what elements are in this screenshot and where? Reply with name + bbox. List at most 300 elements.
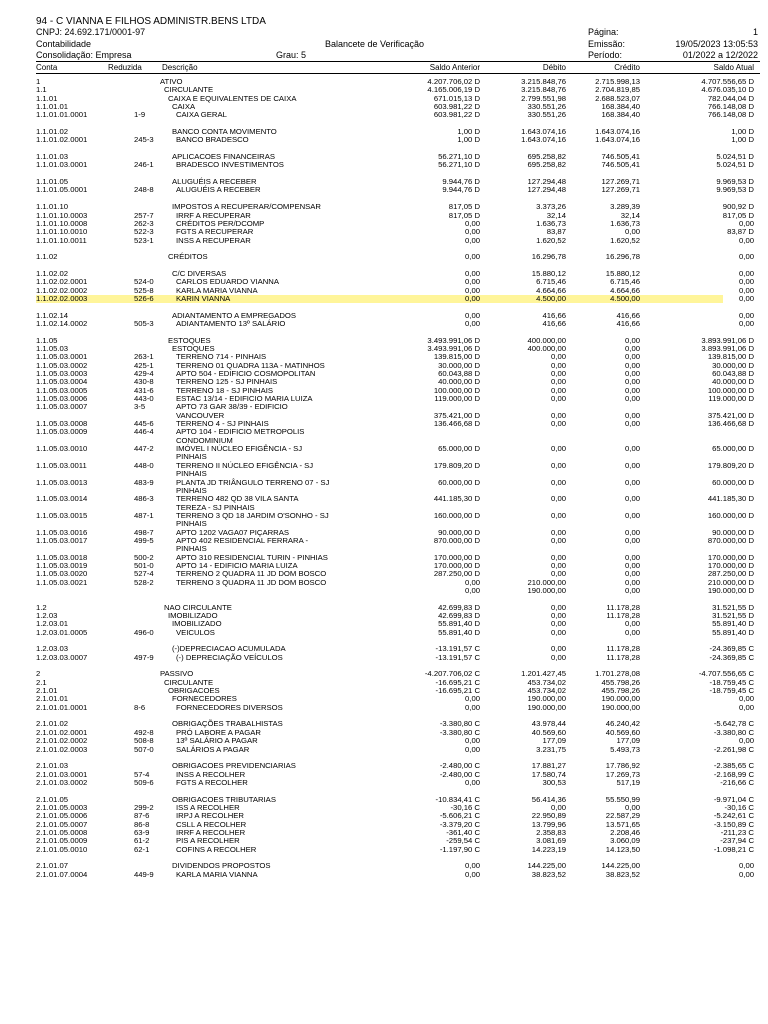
debit-value: 0,00 [551,360,566,370]
table-row [0,370,768,378]
credit-value: 2.704.819,85 [595,85,640,95]
debit-value: 0,00 [551,419,566,429]
table-row [0,796,768,804]
debit-value: 14.223,19 [531,844,566,854]
previous-balance: 3.493.991,06 D [427,335,480,345]
current-balance: 160.000,00 D [707,510,754,520]
reduced-code: 483-9 [134,477,154,487]
emission-label: Emissão: [588,39,626,49]
credit-value: 17.786,92 [605,761,640,771]
previous-balance: 0,00 [465,869,480,879]
table-row [0,253,768,261]
table-row [0,470,768,478]
current-balance: -9.971,04 C [713,794,754,804]
account-description: CAIXA GERAL [176,110,227,120]
table-row [0,720,768,728]
row-spacer [0,328,768,336]
account-description: OBRIGAÇÕES TRABALHISTAS [172,719,283,729]
account-description: APTO 402 RESIDENCIAL FERRARA - [176,535,309,545]
account-code: 1.1.01.05.0001 [36,185,88,195]
account-description: IMOBILIZADO [168,611,218,620]
credit-value: 11.178,28 [606,652,640,662]
credit-value: 416,66 [616,318,640,328]
account-code: 2.1.01.07 [36,861,69,871]
previous-balance: 65.000,00 D [438,444,480,454]
current-balance: -5.642,78 C [713,719,754,729]
credit-value: 0,00 [625,494,640,504]
reduced-code: 431-6 [134,385,154,395]
credit-value: 4.500,00 [610,293,640,303]
previous-balance: 90.000,00 D [438,527,480,537]
current-balance: 3.893.991,06 D [701,344,754,353]
table-row [0,654,768,662]
previous-balance: 100.000,00 D [433,385,480,395]
debit-value: 2.799.551,98 [521,93,566,103]
account-description: CARLOS EDUARDO VIANNA [176,277,279,287]
account-description: IRPJ A RECOLHER [176,811,244,821]
reduced-code: 509-6 [134,777,154,787]
account-description: FORNECEDORES [172,694,237,704]
current-balance: 100.000,00 D [707,385,754,395]
account-code: 1.1.02.02.0002 [36,285,88,295]
debit-value: 3.081,69 [536,836,566,846]
table-row [0,136,768,144]
previous-balance: 0,00 [465,577,480,587]
current-balance: 0,00 [739,869,754,879]
account-code: 1.1.05.03.0021 [36,577,88,587]
account-code: 2.1.01.02.0002 [36,736,88,746]
page-number: 1 [752,27,758,37]
debit-value: 695.258,82 [527,152,566,162]
credit-value: 2.715.998,13 [595,77,640,86]
credit-value: 1.620,52 [610,235,640,245]
reduced-code: 429-4 [134,369,154,379]
account-description: CIRCULANTE [164,677,214,687]
account-code: 1.1.05.03.0007 [36,402,88,412]
debit-value: 127.294,48 [527,177,566,187]
credit-value: 455.798,26 [601,686,640,696]
account-description: DIVIDENDOS PROPOSTOS [172,861,271,871]
credit-value: 746.505,41 [601,152,640,162]
previous-balance: 42.699,83 D [438,602,480,612]
table-row [0,403,768,411]
credit-value: 13.571,65 [605,819,640,829]
account-description: BANCO BRADESCO [176,135,249,145]
account-description: TERRENO 18 - SJ PINHAIS [176,385,273,395]
reduced-code: 87-6 [134,811,150,821]
current-balance: -2.385,65 C [713,761,754,771]
debit-value: 190.000,00 [527,702,566,712]
credit-value: 32,14 [620,210,640,220]
current-balance: 119.000,00 D [708,394,754,404]
previous-balance: 0,00 [465,861,480,871]
debit-value: 0,00 [551,802,566,812]
current-balance: -24.369,85 C [709,644,754,654]
current-balance: 0,00 [739,268,754,278]
debit-value: 0,00 [551,385,566,395]
account-code: 1.2 [36,602,47,612]
table-row [0,212,768,220]
table-row [0,95,768,103]
previous-balance: 0,00 [465,235,480,245]
account-description: TEREZA - SJ PINHAIS [176,502,255,512]
reduced-code: 448-0 [134,460,154,470]
account-code: 1.1.02 [36,252,58,262]
previous-balance: -13.191,57 C [435,644,480,654]
table-row [0,78,768,86]
account-description: PINHAIS [176,519,207,529]
reduced-code: 496-0 [134,627,154,637]
page-label: Página: [588,27,619,37]
account-code: 2.1.01.03.0001 [36,769,88,779]
debit-value: 0,00 [551,352,566,362]
table-row [0,111,768,119]
account-description: TERRENO 4 - SJ PINHAIS [176,419,269,429]
current-balance: 870.000,00 D [707,535,754,545]
debit-value: 0,00 [551,460,566,470]
debit-value: 400.000,00 [527,335,566,345]
current-balance: 4.676.035,10 D [701,85,754,95]
account-description: INSS A RECOLHER [176,769,246,779]
account-description: APTO 310 RESIDENCIAL TURIN - PINHIAS [176,552,328,562]
current-balance: 782.044,04 D [707,93,754,103]
account-code: 1.1.02.02.0001 [36,277,88,287]
debit-value: 0,00 [551,627,566,637]
account-code: 1.1.05.03.0019 [36,560,88,570]
table-row [0,804,768,812]
account-code: 1.1.05.03.0020 [36,569,88,579]
previous-balance: 170.000,00 D [433,552,480,562]
current-balance: -1.098,21 C [713,844,754,854]
account-description: IMOBILIZADO [172,619,222,629]
debit-value: 330.551,26 [527,110,566,120]
account-code: 2.1.01.03 [36,761,69,771]
previous-balance: 139.815,00 D [433,352,480,362]
col-saldo-anterior: Saldo Anterior [429,63,480,72]
current-balance: 30.000,00 D [712,360,754,370]
debit-value: 17.580,74 [531,769,566,779]
previous-balance: 179.809,20 D [433,460,480,470]
table-row [0,312,768,320]
current-balance: 0,00 [739,277,754,287]
table-row [0,295,768,303]
reduced-code: 3-5 [134,402,146,412]
col-conta: Conta [36,63,58,72]
table-row [0,362,768,370]
current-balance: 0,00 [739,318,754,328]
table-row [0,812,768,820]
account-code: 1.1.05.03 [36,344,69,353]
reduced-code: 248-8 [134,185,154,195]
account-description: APTO 104 - EDIFICIO METROPOLIS [176,427,305,437]
reduced-code: 527-4 [134,569,154,579]
credit-value: 6.715,46 [610,277,640,287]
previous-balance: 0,00 [465,277,480,287]
previous-balance: 1,00 D [457,135,480,145]
reduced-code: 501-0 [134,560,154,570]
previous-balance: 30.000,00 D [438,360,480,370]
previous-balance: 0,00 [465,777,480,787]
credit-value: 3.289,39 [610,202,640,212]
account-description: IMÓVEL I NÚCLEO EFIGÊNCIA - SJ [176,444,303,454]
previous-balance: 170.000,00 D [433,560,480,570]
row-spacer [0,170,768,178]
current-balance: 375.421,00 D [707,410,754,420]
reduced-code: 257-7 [134,210,154,220]
table-row [0,86,768,94]
current-balance: 4.707.556,65 D [701,77,754,86]
account-code: 1.1.05.03.0005 [36,385,88,395]
period-label: Período: [588,50,623,60]
account-code: 1.1.01 [36,93,58,103]
account-description: CIRCULANTE [164,85,214,95]
account-description: PLANTA JD TRIÂNGULO TERRENO 07 - SJ [176,477,330,487]
table-row [0,837,768,845]
debit-value: 13.799,96 [531,819,566,829]
account-code: 2.1.01.05.0003 [36,802,88,812]
account-description: APTO 73 GAR 38/39 - EDIFICIO [176,402,288,412]
row-spacer [0,145,768,153]
row-spacer [0,195,768,203]
debit-value: 83,87 [546,227,566,237]
table-row [0,428,768,436]
credit-value: 14.123,50 [605,844,640,854]
current-balance: -237,94 C [720,836,754,846]
account-description: CONDOMINIUM [176,435,233,445]
previous-balance: -259,54 C [446,836,480,846]
credit-value: 127.269,71 [601,177,640,187]
table-row [0,495,768,503]
account-description: ADIANTAMENTO A EMPREGADOS [172,310,297,320]
credit-value: 168.384,40 [601,102,640,112]
previous-balance: -16.695,21 C [435,686,480,696]
account-code: 1.1.05.03.0008 [36,419,88,429]
debit-value: 0,00 [551,394,566,404]
debit-value: 453.734,02 [527,686,566,696]
table-row [0,337,768,345]
account-code: 2.1.01.03.0002 [36,777,88,787]
current-balance: 170.000,00 D [707,560,754,570]
current-balance: 40.000,00 D [712,377,754,387]
credit-value: 17.269,73 [605,769,640,779]
credit-value: 0,00 [625,527,640,537]
debit-value: 210.000,00 [527,577,566,587]
account-code: 1.2.03.03.0007 [36,652,88,662]
previous-balance: 3.493.991,06 D [427,344,480,353]
current-balance: 287.250,00 D [707,569,754,579]
credit-value: 0,00 [625,535,640,545]
debit-value: 400.000,00 [527,344,566,353]
debit-value: 0,00 [551,552,566,562]
account-code: 1.1.02.14.0002 [36,318,88,328]
table-row [0,612,768,620]
account-code: 1.1.05.03.0018 [36,552,88,562]
debit-value: 416,66 [542,310,566,320]
previous-balance: 0,00 [465,285,480,295]
previous-balance: 0,00 [465,585,480,595]
account-code: 1.2.03 [36,611,58,620]
current-balance: -18.759,45 C [709,686,754,696]
row-spacer [0,662,768,670]
current-balance: 0,00 [739,736,754,746]
account-description: FGTS A RECUPERAR [176,227,254,237]
current-balance: -24.369,85 C [709,652,754,662]
reduced-code: 508-8 [134,736,154,746]
account-description: TERRENO 125 - SJ PINHAIS [176,377,278,387]
account-description: TERRENO 2 QUADRA 11 JD DOM BOSCO [176,569,327,579]
reduced-code: 447-2 [134,444,154,454]
debit-value: 0,00 [551,494,566,504]
reduced-code: 498-7 [134,527,154,537]
account-code: 1.1.02.02.0003 [36,293,88,303]
account-description: APTO 14 - EDIFICIO MARIA LUIZA [176,560,298,570]
account-description: ESTOQUES [168,335,211,345]
account-description: TERRENO II NÚCLEO EFIGÊNCIA - SJ [176,460,314,470]
account-description: ISS A RECOLHER [176,802,240,812]
account-description: ADIANTAMENTO 13º SALÁRIO [176,318,286,328]
account-code: 1.1.05.03.0011 [36,460,87,470]
account-code: 1.1.05.03.0003 [36,369,88,379]
consolidation-label: Consolidação: Empresa [36,50,132,60]
account-code: 1.1.01.05 [36,177,69,187]
table-row [0,487,768,495]
account-code: 1.1.01.10.0008 [36,218,88,228]
previous-balance: 40.000,00 D [438,377,480,387]
account-code: 2.1.01.02.0001 [36,727,88,737]
credit-value: 0,00 [625,227,640,237]
col-debito: Débito [542,63,566,72]
previous-balance: -2.480,00 C [439,761,480,771]
account-code: 2 [36,669,41,679]
previous-balance: 375.421,00 D [433,410,480,420]
account-code: 2.1.01.05 [36,794,69,804]
table-row [0,412,768,420]
module-name: Contabilidade [36,39,92,49]
previous-balance: 0,00 [465,293,480,303]
debit-value: 695.258,82 [527,160,566,170]
current-balance: 5.024,51 D [716,152,754,162]
reduced-code: 425-1 [134,360,154,370]
account-code: 1.1 [36,85,47,95]
credit-value: 5.493,73 [610,744,640,754]
debit-value: 1.643.074,16 [521,127,566,137]
previous-balance: -10.834,41 C [435,794,480,804]
debit-value: 56.414,36 [531,794,566,804]
account-description: (-) DEPRECIAÇÃO VEÍCULOS [176,652,283,662]
table-row [0,737,768,745]
reduced-code: 246-1 [134,160,154,170]
account-code: 1.1.01.02 [36,127,69,137]
row-spacer [0,854,768,862]
debit-value: 3.215.848,76 [521,77,566,86]
debit-value: 1.643.074,16 [521,135,566,145]
company-cnpj: CNPJ: 24.692.171/0001-97 [36,27,146,37]
account-description: APLICACOES FINANCEIRAS [172,152,275,162]
credit-value: 0,00 [625,585,640,595]
table-row [0,645,768,653]
account-description: NAO CIRCULANTE [164,602,232,612]
account-code: 1 [36,77,41,86]
account-code: 1.1.05.03.0014 [36,494,88,504]
account-code: 1.1.01.01.0001 [36,110,88,120]
debit-value: 3.373,26 [536,202,566,212]
current-balance: 5.024,51 D [716,160,754,170]
col-descricao: Descrição [162,63,198,72]
reduced-code: 525-8 [134,285,154,295]
credit-value: 40.569,60 [605,727,640,737]
account-code: 1.2.03.01.0005 [36,627,88,637]
debit-value: 0,00 [551,444,566,454]
credit-value: 0,00 [625,569,640,579]
reduced-code: 524-0 [134,277,154,287]
table-row [0,445,768,453]
reduced-code: 446-4 [134,427,154,437]
debit-value: 22.950,89 [531,811,566,821]
previous-balance: -5.606,21 C [439,811,480,821]
previous-balance: 56.271,10 D [438,160,480,170]
debit-value: 0,00 [551,611,566,620]
credit-value: 16.296,78 [605,252,640,262]
account-description: FGTS A RECOLHER [176,777,248,787]
table-row [0,695,768,703]
debit-value: 1.636,73 [536,218,566,228]
previous-balance: 55.891,40 D [438,627,480,637]
previous-balance: -361,40 C [446,827,480,837]
account-description: PIS A RECOLHER [176,836,240,846]
account-code: 1.1.05.03.0015 [36,510,88,520]
account-description: PRÓ LABORE A PAGAR [176,727,261,737]
previous-balance: 119.000,00 D [434,394,480,404]
reduced-code: 523-1 [134,235,154,245]
row-spacer [0,303,768,311]
account-code: 1.2.03.01 [36,619,69,629]
current-balance: 210.000,00 D [707,577,754,587]
debit-value: 3.231,75 [536,744,566,754]
account-code: 1.1.05.03.0004 [36,377,88,387]
credit-value: 15.880,12 [605,268,640,278]
table-row [0,871,768,879]
account-code: 2.1.01.01.0001 [36,702,88,712]
account-description: CSLL A RECOLHER [176,819,247,829]
current-balance: 0,00 [739,694,754,704]
account-description: OBRIGACOES PREVIDENCIARIAS [172,761,296,771]
previous-balance: 0,00 [465,702,480,712]
previous-balance: -1.197,90 C [439,844,480,854]
table-row [0,545,768,553]
debit-value: 16.296,78 [531,252,566,262]
reduced-code: 86-8 [134,819,150,829]
table-row [0,228,768,236]
table-row [0,420,768,428]
account-code: 1.1.05.03.0013 [36,477,88,487]
debit-value: 1.620,52 [536,235,566,245]
account-code: 1.2.03.03 [36,644,69,654]
table-row [0,670,768,678]
reduced-code: 8-6 [134,702,146,712]
account-code: 1.1.05 [36,335,58,345]
debit-value: 416,66 [542,318,566,328]
account-description: TERRENO 3 QD 18 JARDIM O'SONHO - SJ [176,510,329,520]
credit-value: 0,00 [625,552,640,562]
table-row [0,821,768,829]
table-row [0,771,768,779]
account-description: COFINS A RECOLHER [176,844,257,854]
reduced-code: 63-9 [134,827,150,837]
debit-value: 0,00 [551,560,566,570]
account-description: IRRF A RECOLHER [176,827,246,837]
credit-value: 0,00 [625,394,640,404]
debit-value: 0,00 [551,369,566,379]
